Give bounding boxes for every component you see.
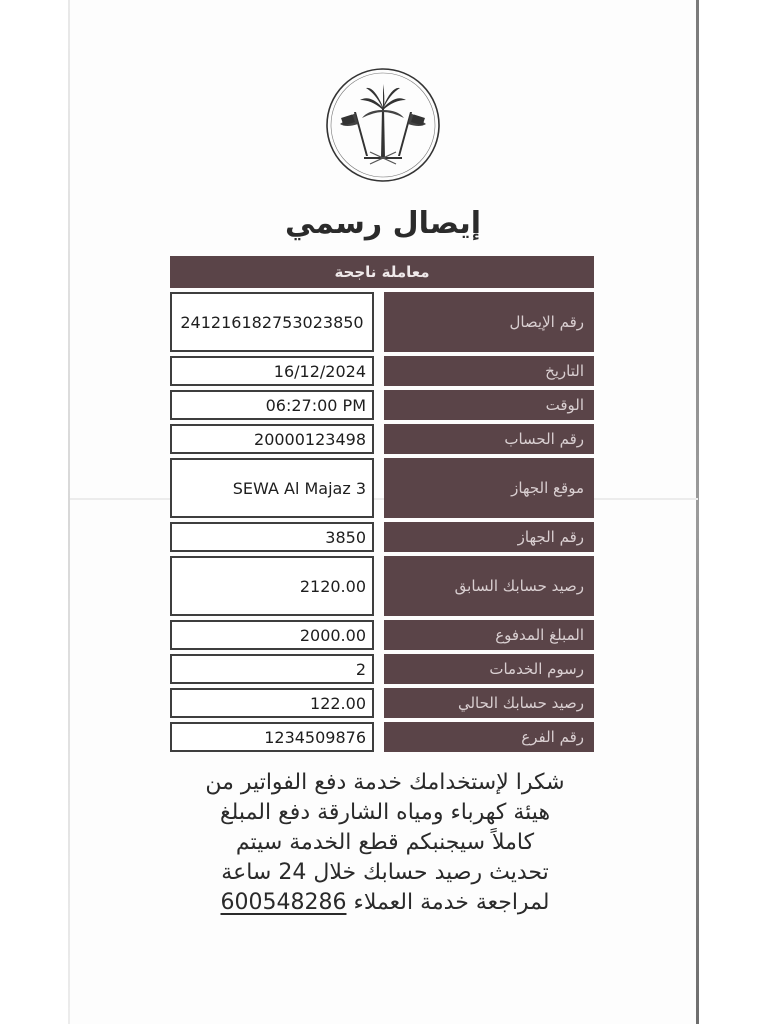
receipt-row (170, 620, 594, 650)
time-value: 06:27:00 PM (170, 390, 374, 420)
service-fees-value: 2 (170, 654, 374, 684)
customer-service-phone: 600548286 (220, 890, 347, 915)
date-label: التاريخ (384, 356, 594, 386)
current-balance-label: رصيد حسابك الحالي (384, 688, 594, 718)
date-value: 16/12/2024 (170, 356, 374, 386)
thank-you-line: هيئة كهرباء ومياه الشارقة دفع المبلغ (219, 800, 551, 825)
current-balance-value: 122.00 (170, 688, 374, 718)
previous-balance-label: رصيد حسابك السابق (384, 556, 594, 616)
service-fees-label: رسوم الخدمات (384, 654, 594, 684)
palm-tree-emblem-icon (324, 66, 442, 184)
receipt-row (170, 522, 594, 552)
time-label: الوقت (384, 390, 594, 420)
thank-you-line: شكرا لإستخدامك خدمة دفع الفواتير من (205, 770, 565, 795)
receipt-number-value: 241216182753023850 (170, 292, 374, 352)
paper-right-edge (696, 0, 699, 1024)
amount-paid-label: المبلغ المدفوع (384, 620, 594, 650)
branch-number-value: 1234509876 (170, 722, 374, 752)
receipt-row (170, 390, 594, 420)
receipt-row (170, 458, 594, 518)
paper-left-edge (68, 0, 70, 1024)
receipt-row (170, 356, 594, 386)
thank-you-line: كاملاً سيجنبكم قطع الخدمة سيتم (235, 830, 535, 855)
receipt-number-label: رقم الإيصال (384, 292, 594, 352)
receipt-row (170, 424, 594, 454)
receipt-row (170, 688, 594, 718)
receipt-title: إيصال رسمي (284, 206, 482, 241)
receipt-row (170, 722, 594, 752)
thank-you-message (150, 768, 620, 918)
transaction-status-banner: معاملة ناجحة (170, 256, 594, 288)
device-number-value: 3850 (170, 522, 374, 552)
customer-service-text: لمراجعة خدمة العملاء (353, 890, 550, 915)
account-number-value: 20000123498 (170, 424, 374, 454)
amount-paid-value: 2000.00 (170, 620, 374, 650)
thank-you-line: تحديث رصيد حسابك خلال 24 ساعة (221, 860, 549, 885)
account-number-label: رقم الحساب (384, 424, 594, 454)
previous-balance-value: 2120.00 (170, 556, 374, 616)
customer-service-line (150, 888, 620, 918)
branch-number-label: رقم الفرع (384, 722, 594, 752)
device-location-label: موقع الجهاز (384, 458, 594, 518)
receipt-row (170, 292, 594, 352)
receipt-row (170, 654, 594, 684)
device-number-label: رقم الجهاز (384, 522, 594, 552)
device-location-value: SEWA Al Majaz 3 (170, 458, 374, 518)
receipt-row (170, 556, 594, 616)
